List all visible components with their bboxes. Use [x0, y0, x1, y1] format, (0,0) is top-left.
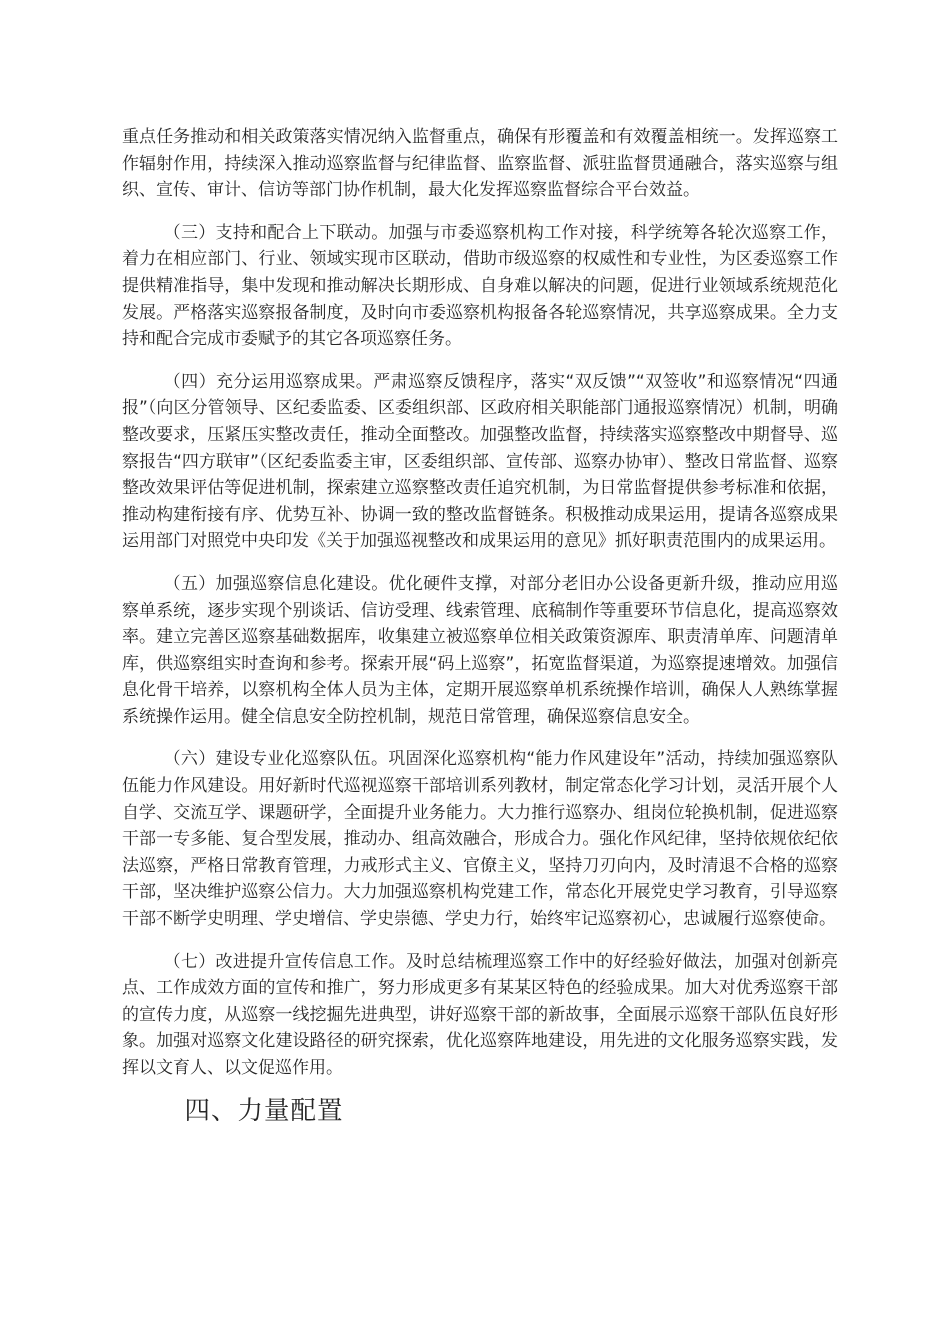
paragraph-continuation: 重点任务推动和相关政策落实情况纳入监督重点，确保有形覆盖和有效覆盖相统一。发挥巡察工作辐射作用，持续深入推动巡察监督与纪律监督、监察监督、派驻监督贯通融合，落实巡察与组织、宣传、审计、信访等部门协作机制，最大化发挥巡察监督综合平台效益。: [122, 127, 838, 201]
document-body: [122, 124, 838, 1124]
paragraph-section-3: （三）支持和配合上下联动。加强与市委巡察机构工作对接，科学统筹各轮次巡察工作，着力在相应部门、行业、领域实现市区联动，借助市级巡察的权威性和专业性，为区委巡察工作提供精准指导，集中发现和推动解决长期形成、自身难以解决的问题，促进行业领域系统规范化发展。严格落实巡察报备制度，及时向市委巡察机构报备各轮巡察情况，共享巡察成果。全力支持和配合完成市委赋予的其它各项巡察任务。: [122, 222, 838, 350]
section-heading: 四、力量配置: [184, 1095, 344, 1126]
paragraph-section-7: （七）改进提升宣传信息工作。及时总结梳理巡察工作中的好经验好做法，加强对创新亮点、工作成效方面的宣传和推广，努力形成更多有某某区特色的经验成果。加大对优秀巡察干部的宣传力度，从巡察一线挖掘先进典型，讲好巡察干部的新故事，全面展示巡察干部队伍良好形象。加强对巡察文化建设路径的研究探索，优化巡察阵地建设，用先进的文化服务巡察实践，发挥以文育人、以文促巡作用。: [122, 951, 838, 1078]
paragraph-section-4: （四）充分运用巡察成果。严肃巡察反馈程序，落实“双反馈”“双签收”和巡察情况“四通报”（向区分管领导、区纪委监委、区委组织部、区政府相关职能部门通报巡察情况）机制，明确整改要求，压紧压实整改责任，推动全面整改。加强整改监督，持续落实巡察整改中期督导、巡察报告“四方联审”（区纪委监委主审，区委组织部、宣传部、巡察办协审）、整改日常监督、巡察整改效果评估等促进机制，探索建立巡察整改责任追究机制，为日常监督提供参考标准和依据，推动构建衔接有序、优势互补、协调一致的整改监督链条。积极推动成果运用，提请各巡察成果运用部门对照党中央印发《关于加强巡视整改和成果运用的意见》抓好职责范围内的成果运用。: [122, 371, 838, 552]
paragraph-section-6: （六）建设专业化巡察队伍。巩固深化巡察机构“能力作风建设年”活动，持续加强巡察队伍能力作风建设。用好新时代巡视巡察干部培训系列教材，制定常态化学习计划，灵活开展个人自学、交流互学、课题研学，全面提升业务能力。大力推行巡察办、组岗位轮换机制，促进巡察干部一专多能、复合型发展，推动办、组高效融合，形成合力。强化作风纪律，坚持依规依纪依法巡察，严格日常教育管理，力戒形式主义、官僚主义，坚持刀刃向内，及时清退不合格的巡察干部，坚决维护巡察公信力。大力加强巡察机构党建工作，常态化开展党史学习教育，引导巡察干部不断学史明理、学史增信、学史崇德、学史力行，始终牢记巡察初心，忠诚履行巡察使命。: [122, 749, 838, 930]
paragraph-section-5: （五）加强巡察信息化建设。优化硬件支撑，对部分老旧办公设备更新升级，推动应用巡察单系统，逐步实现个别谈话、信访受理、线索管理、底稿制作等重要环节信息化，提高巡察效率。建立完善区巡察基础数据库，收集建立被巡察单位相关政策资源库、职责清单库、问题清单库，供巡察组实时查询和参考。探索开展“码上巡察”，拓宽监督渠道，为巡察提速增效。加强信息化骨干培养，以察机构全体人员为主体，定期开展巡察单机系统操作培训，确保人人熟练掌握系统操作运用。健全信息安全防控机制，规范日常管理，确保巡察信息安全。: [122, 573, 838, 727]
